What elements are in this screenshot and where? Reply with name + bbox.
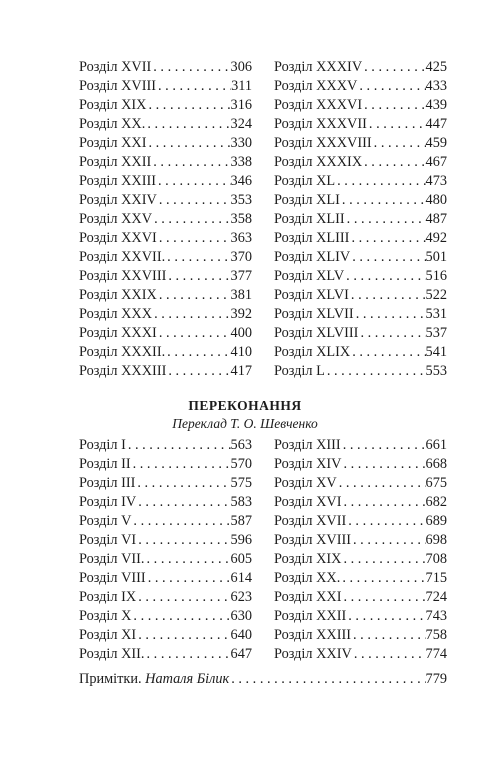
toc-entry <box>274 153 447 172</box>
toc-entry-label: Розділ VII. <box>79 551 145 567</box>
toc-entry-label: Розділ XXII <box>79 154 152 170</box>
toc-entry-page-number: 698 <box>425 532 447 548</box>
toc-entry <box>274 115 447 134</box>
toc-entry <box>79 96 252 115</box>
toc-entry-label: Розділ XXVI <box>79 230 157 246</box>
toc-entry-label: Розділ XLVIII <box>274 325 359 341</box>
leader-dots <box>157 324 231 343</box>
toc-entry <box>79 305 252 324</box>
leader-dots <box>340 191 426 210</box>
toc-entry-label: Розділ XXIV <box>79 192 157 208</box>
toc-entry-label: Розділ XLIII <box>274 230 350 246</box>
toc-entry-label: Розділ VIII <box>79 570 146 586</box>
toc-entry-label: Розділ XXVIII <box>79 268 167 284</box>
toc-entry-label: Розділ XX. <box>79 116 146 132</box>
leader-dots <box>362 58 425 77</box>
toc-entry-label: Розділ XV <box>274 475 337 491</box>
leader-dots <box>342 588 426 607</box>
toc-entry <box>79 343 252 362</box>
toc-entry <box>274 248 447 267</box>
toc-entry-label: Розділ XXXI <box>79 325 157 341</box>
leader-dots <box>362 153 425 172</box>
leader-dots <box>165 248 230 267</box>
toc-entry-label: Розділ XVIII <box>79 78 157 94</box>
leader-dots <box>346 607 425 626</box>
toc-entry-label: Розділ XIV <box>274 456 342 472</box>
toc-entry <box>79 210 252 229</box>
toc-entry-label: Розділ XXXVII <box>274 116 367 132</box>
toc-entry-label: Розділ XXXIV <box>274 59 363 75</box>
toc-entry-label: Розділ XXIII <box>274 627 352 643</box>
toc-entry-label: Розділ XIX <box>79 97 147 113</box>
leader-dots <box>156 172 231 191</box>
toc-entry <box>79 248 252 267</box>
leader-dots <box>350 248 425 267</box>
toc-entry <box>274 645 447 664</box>
toc-entry-label: Розділ IX <box>79 589 137 605</box>
toc-entry <box>274 305 447 324</box>
toc-entry-page-number: 370 <box>230 249 252 265</box>
toc-bottom-right-column <box>274 436 447 664</box>
leader-dots <box>358 324 425 343</box>
toc-entry-page-number: 583 <box>230 494 252 510</box>
notes-page-number: 779 <box>425 671 447 687</box>
toc-entry-label: Розділ XI <box>79 627 137 643</box>
toc-entry-page-number: 661 <box>425 437 447 453</box>
toc-entry-label: Розділ XXVII. <box>79 249 166 265</box>
toc-entry-page-number: 501 <box>425 249 447 265</box>
toc-entry <box>79 569 252 588</box>
toc-entry <box>274 626 447 645</box>
toc-entry <box>79 626 252 645</box>
leader-dots <box>335 172 425 191</box>
leader-dots <box>357 77 425 96</box>
leader-dots <box>145 550 231 569</box>
toc-entry <box>274 191 447 210</box>
toc-entry-page-number: 605 <box>230 551 252 567</box>
toc-entry <box>79 77 252 96</box>
notes-author: Наталя Білик <box>145 671 230 687</box>
toc-entry-page-number: 630 <box>230 608 252 624</box>
leader-dots <box>345 210 426 229</box>
leader-dots <box>342 550 426 569</box>
toc-entry-page-number: 675 <box>425 475 447 491</box>
toc-entry <box>274 96 447 115</box>
toc-entry-page-number: 682 <box>425 494 447 510</box>
toc-entry-page-number: 480 <box>425 192 447 208</box>
toc-entry-label: Розділ XXI <box>274 589 342 605</box>
toc-entry-page-number: 459 <box>425 135 447 151</box>
toc-entry-page-number: 640 <box>230 627 252 643</box>
leader-dots <box>349 229 425 248</box>
toc-entry-page-number: 596 <box>230 532 252 548</box>
toc-entry-label: Розділ XLIX <box>274 344 351 360</box>
toc-entry-label: Розділ L <box>274 363 325 379</box>
toc-entry-page-number: 715 <box>425 570 447 586</box>
leader-dots <box>337 474 426 493</box>
toc-entry <box>79 607 252 626</box>
toc-entry-page-number: 316 <box>230 97 252 113</box>
toc-entry-label: Розділ XLII <box>274 211 345 227</box>
toc-entry-page-number: 306 <box>230 59 252 75</box>
leader-dots <box>342 493 426 512</box>
leader-dots <box>344 267 425 286</box>
toc-entry <box>274 343 447 362</box>
toc-entry <box>274 172 447 191</box>
toc-entry-label: Розділ XXI <box>79 135 147 151</box>
toc-entry <box>274 493 447 512</box>
toc-entry-page-number: 473 <box>425 173 447 189</box>
toc-entry-page-number: 410 <box>230 344 252 360</box>
notes-entry <box>79 670 447 689</box>
toc-entry <box>274 474 447 493</box>
leader-dots <box>166 267 230 286</box>
toc-entry-label: Розділ XXXIII <box>79 363 167 379</box>
toc-entry-page-number: 346 <box>230 173 252 189</box>
toc-entry-page-number: 708 <box>425 551 447 567</box>
toc-entry-page-number: 614 <box>230 570 252 586</box>
toc-entry <box>79 531 252 550</box>
leader-dots <box>349 286 426 305</box>
toc-entry-page-number: 531 <box>425 306 447 322</box>
toc-entry-page-number: 774 <box>425 646 447 662</box>
toc-entry-label: Розділ XVI <box>274 494 342 510</box>
toc-entry-page-number: 516 <box>425 268 447 284</box>
toc-entry-page-number: 623 <box>230 589 252 605</box>
toc-entry-page-number: 311 <box>231 78 252 94</box>
toc-entry-label: Розділ XVII <box>79 59 152 75</box>
toc-entry-page-number: 433 <box>425 78 447 94</box>
toc-entry <box>79 493 252 512</box>
toc-entry-page-number: 439 <box>425 97 447 113</box>
toc-entry-page-number: 575 <box>230 475 252 491</box>
toc-entry <box>79 153 252 172</box>
toc-entry <box>79 58 252 77</box>
leader-dots <box>229 670 425 689</box>
toc-entry-label: Розділ XXXII. <box>79 344 166 360</box>
toc-entry-page-number: 541 <box>425 344 447 360</box>
toc-entry <box>79 229 252 248</box>
toc-entry <box>79 267 252 286</box>
toc-entry <box>79 115 252 134</box>
leader-dots <box>351 531 426 550</box>
toc-entry <box>79 172 252 191</box>
leader-dots <box>325 362 426 381</box>
toc-top <box>79 58 447 381</box>
leader-dots <box>157 229 231 248</box>
toc-entry <box>79 588 252 607</box>
leader-dots <box>156 77 231 96</box>
leader-dots <box>166 362 230 381</box>
toc-entry-page-number: 553 <box>425 363 447 379</box>
leader-dots <box>131 607 230 626</box>
leader-dots <box>354 305 426 324</box>
toc-entry-page-number: 587 <box>230 513 252 529</box>
leader-dots <box>157 191 231 210</box>
toc-entry <box>274 58 447 77</box>
toc-entry-label: Розділ IV <box>79 494 137 510</box>
toc-entry <box>79 436 252 455</box>
toc-entry-label: Розділ XLVI <box>274 287 349 303</box>
toc-entry-page-number: 668 <box>425 456 447 472</box>
leader-dots <box>362 96 425 115</box>
toc-entry-page-number: 324 <box>230 116 252 132</box>
toc-entry <box>79 134 252 153</box>
toc-entry-label: Розділ XXXVIII <box>274 135 372 151</box>
toc-entry-label: Розділ XXX <box>79 306 153 322</box>
toc-top-right-column <box>274 58 447 381</box>
section-title: ПЕРЕКОНАННЯ <box>188 398 302 413</box>
toc-top-left-column <box>79 58 252 381</box>
leader-dots <box>352 645 426 664</box>
leader-dots <box>147 134 231 153</box>
toc-entry <box>274 569 447 588</box>
toc-entry <box>79 512 252 531</box>
toc-entry-page-number: 353 <box>230 192 252 208</box>
toc-entry <box>274 286 447 305</box>
toc-entry <box>79 324 252 343</box>
leader-dots <box>367 115 426 134</box>
toc-entry <box>274 229 447 248</box>
leader-dots <box>126 436 231 455</box>
toc-entry-page-number: 492 <box>425 230 447 246</box>
toc-entry-label: Розділ XXV <box>79 211 153 227</box>
toc-entry-page-number: 537 <box>425 325 447 341</box>
toc-entry-page-number: 758 <box>425 627 447 643</box>
toc-entry-page-number: 570 <box>230 456 252 472</box>
toc-entry-label: Розділ XXIX <box>79 287 157 303</box>
toc-entry <box>274 324 447 343</box>
toc-entry-label: Розділ XLVII <box>274 306 354 322</box>
notes-label-group <box>79 670 229 689</box>
leader-dots <box>136 588 230 607</box>
toc-entry-label: Розділ XVIII <box>274 532 352 548</box>
toc-entry <box>274 455 447 474</box>
toc-entry-page-number: 381 <box>230 287 252 303</box>
toc-entry-label: Розділ XXXIX <box>274 154 363 170</box>
leader-dots <box>146 569 231 588</box>
toc-entry <box>79 362 252 381</box>
leader-dots <box>340 569 425 588</box>
leader-dots <box>151 58 230 77</box>
leader-dots <box>341 436 426 455</box>
toc-entry-page-number: 358 <box>230 211 252 227</box>
toc-entry <box>274 77 447 96</box>
toc-entry-page-number: 487 <box>425 211 447 227</box>
leader-dots <box>131 455 231 474</box>
leader-dots <box>136 626 230 645</box>
toc-entry-label: Розділ XLIV <box>274 249 351 265</box>
leader-dots <box>145 115 230 134</box>
toc-entry <box>79 550 252 569</box>
toc-entry-page-number: 447 <box>425 116 447 132</box>
toc-entry-label: Розділ XIX <box>274 551 342 567</box>
toc-entry-page-number: 689 <box>425 513 447 529</box>
leader-dots <box>152 305 230 324</box>
toc-entry-page-number: 467 <box>425 154 447 170</box>
toc-entry-page-number: 363 <box>230 230 252 246</box>
toc-entry <box>274 588 447 607</box>
toc-entry-page-number: 647 <box>230 646 252 662</box>
toc-entry <box>274 436 447 455</box>
toc-entry-page-number: 338 <box>230 154 252 170</box>
toc-entry-page-number: 724 <box>425 589 447 605</box>
toc-entry <box>274 362 447 381</box>
toc-entry <box>274 512 447 531</box>
toc-entry-page-number: 377 <box>230 268 252 284</box>
leader-dots <box>152 210 230 229</box>
toc-entry-label: Розділ XXIII <box>79 173 157 189</box>
leader-dots <box>136 493 230 512</box>
leader-dots <box>157 286 231 305</box>
toc-entry-page-number: 563 <box>230 437 252 453</box>
toc-entry <box>79 191 252 210</box>
toc-entry-page-number: 400 <box>230 325 252 341</box>
toc-entry-label: Розділ XXXVI <box>274 97 363 113</box>
toc-entry <box>274 550 447 569</box>
toc-entry-page-number: 743 <box>425 608 447 624</box>
toc-entry-label: Розділ XXIV <box>274 646 352 662</box>
toc-entry-label: Розділ XII. <box>79 646 145 662</box>
toc-entry-label: Розділ XX. <box>274 570 341 586</box>
leader-dots <box>136 531 230 550</box>
leader-dots <box>145 645 231 664</box>
toc-entry-label: Розділ XXXV <box>274 78 358 94</box>
section-subtitle: Переклад Т. О. Шевченко <box>172 416 318 431</box>
toc-entry-label: Розділ VI <box>79 532 137 548</box>
toc-entry-label: Розділ XLI <box>274 192 340 208</box>
toc-entry-label: Розділ XL <box>274 173 336 189</box>
leader-dots <box>135 474 230 493</box>
toc-entry-label: Розділ XLV <box>274 268 345 284</box>
leader-dots <box>342 455 426 474</box>
leader-dots <box>147 96 231 115</box>
leader-dots <box>151 153 230 172</box>
toc-entry-label: Розділ II <box>79 456 131 472</box>
toc-entry-label: Розділ X <box>79 608 132 624</box>
leader-dots <box>351 626 426 645</box>
leader-dots <box>165 343 230 362</box>
toc-entry-label: Розділ XIII <box>274 437 341 453</box>
toc-entry <box>274 531 447 550</box>
toc-entry <box>274 607 447 626</box>
toc-entry-label: Розділ V <box>79 513 132 529</box>
leader-dots <box>372 134 426 153</box>
toc-entry-page-number: 417 <box>230 363 252 379</box>
toc-entry <box>274 210 447 229</box>
toc-entry <box>79 286 252 305</box>
toc-entry <box>79 455 252 474</box>
leader-dots <box>350 343 425 362</box>
toc-entry-page-number: 425 <box>425 59 447 75</box>
toc-entry <box>79 474 252 493</box>
toc-entry <box>274 267 447 286</box>
toc-bottom-left-column <box>79 436 252 664</box>
toc-entry-label: Розділ XXII <box>274 608 347 624</box>
toc-entry-page-number: 392 <box>230 306 252 322</box>
toc-entry-label: Розділ III <box>79 475 136 491</box>
leader-dots <box>131 512 230 531</box>
toc-entry-label: Розділ XVII <box>274 513 347 529</box>
toc-entry-label: Розділ I <box>79 437 126 453</box>
toc-entry-page-number: 522 <box>425 287 447 303</box>
toc-entry <box>79 645 252 664</box>
toc-entry-page-number: 330 <box>230 135 252 151</box>
leader-dots <box>346 512 425 531</box>
toc-entry <box>274 134 447 153</box>
notes-label: Примітки. <box>79 671 142 687</box>
toc-bottom <box>79 436 447 664</box>
